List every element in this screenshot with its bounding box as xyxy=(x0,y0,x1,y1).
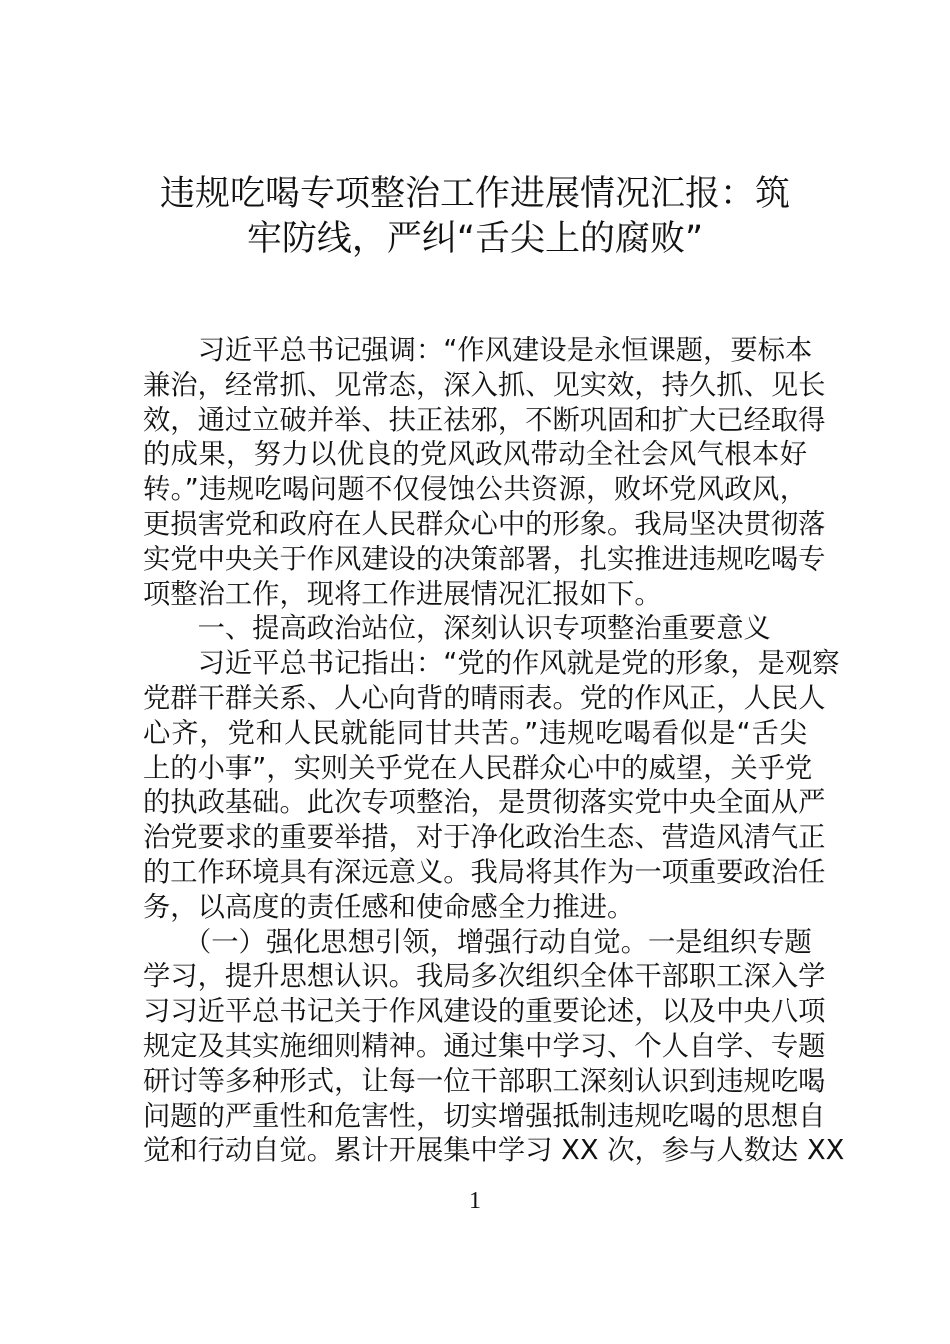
title-line: 违规吃喝专项整治工作进展情况汇报：筑 xyxy=(159,174,790,214)
page-number: 1 xyxy=(469,1188,481,1214)
text-line: 务，以高度的责任感和使命感全力推进。 xyxy=(143,891,635,923)
document-body xyxy=(143,334,845,1169)
text-line: 的工作环境具有深远意义。我局将其作为一项重要政治任 xyxy=(143,856,826,888)
text-line: 问题的严重性和危害性，切实增强抵制违规吃喝的思想自 xyxy=(143,1100,826,1132)
text-line: 党群干群关系、人心向背的晴雨表。党的作风正，人民人 xyxy=(143,682,826,714)
text-line: 实党中央关于作风建设的决策部署，扎实推进违规吃喝专 xyxy=(143,543,826,575)
text-line: （一）强化思想引领，增强行动自觉。一是组织专题 xyxy=(143,926,812,958)
title-line: 牢防线，严纠“舌尖上的腐败” xyxy=(246,219,704,259)
text-line: 规定及其实施细则精神。通过集中学习、个人自学、专题 xyxy=(143,1030,826,1062)
text-line: 心齐，党和人民就能同甘共苦。”违规吃喝看似是“舌尖 xyxy=(143,717,807,749)
text-line: 效，通过立破并举、扶正祛邪，不断巩固和扩大已经取得 xyxy=(143,404,826,436)
text-line: 的成果，努力以优良的党风政风带动全社会风气根本好 xyxy=(143,439,807,471)
text-line: 的执政基础。此次专项整治，是贯彻落实党中央全面从严 xyxy=(143,787,826,819)
text-line: 习习近平总书记关于作风建设的重要论述，以及中央八项 xyxy=(143,996,826,1028)
text-line: 项整治工作，现将工作进展情况汇报如下。 xyxy=(143,578,662,610)
text-line: 研讨等多种形式，让每一位干部职工深刻认识到违规吃喝 xyxy=(143,1065,826,1097)
text-line: 上的小事”，实则关乎党在人民群众心中的威望，关乎党 xyxy=(143,752,813,784)
text-line: 一、提高政治站位，深刻认识专项整治重要意义 xyxy=(143,613,771,645)
text-line: 治党要求的重要举措，对于净化政治生态、营造风清气正 xyxy=(143,822,826,854)
text-line: 学习，提升思想认识。我局多次组织全体干部职工深入学 xyxy=(143,961,826,993)
text-line: 习近平总书记强调：“作风建设是永恒课题，要标本 xyxy=(143,335,813,366)
text-line: 觉和行动自觉。累计开展集中学习 XX 次，参与人数达 XX xyxy=(143,1135,845,1167)
text-line: 更损害党和政府在人民群众心中的形象。我局坚决贯彻落 xyxy=(143,508,826,540)
text-line: 转。”违规吃喝问题不仅侵蚀公共资源，败坏党风政风， xyxy=(143,474,807,506)
text-line: 习近平总书记指出：“党的作风就是党的形象，是观察 xyxy=(143,648,840,680)
document-title xyxy=(0,172,950,262)
text-line: 兼治，经常抓、见常态，深入抓、见实效，持久抓、见长 xyxy=(143,369,826,401)
